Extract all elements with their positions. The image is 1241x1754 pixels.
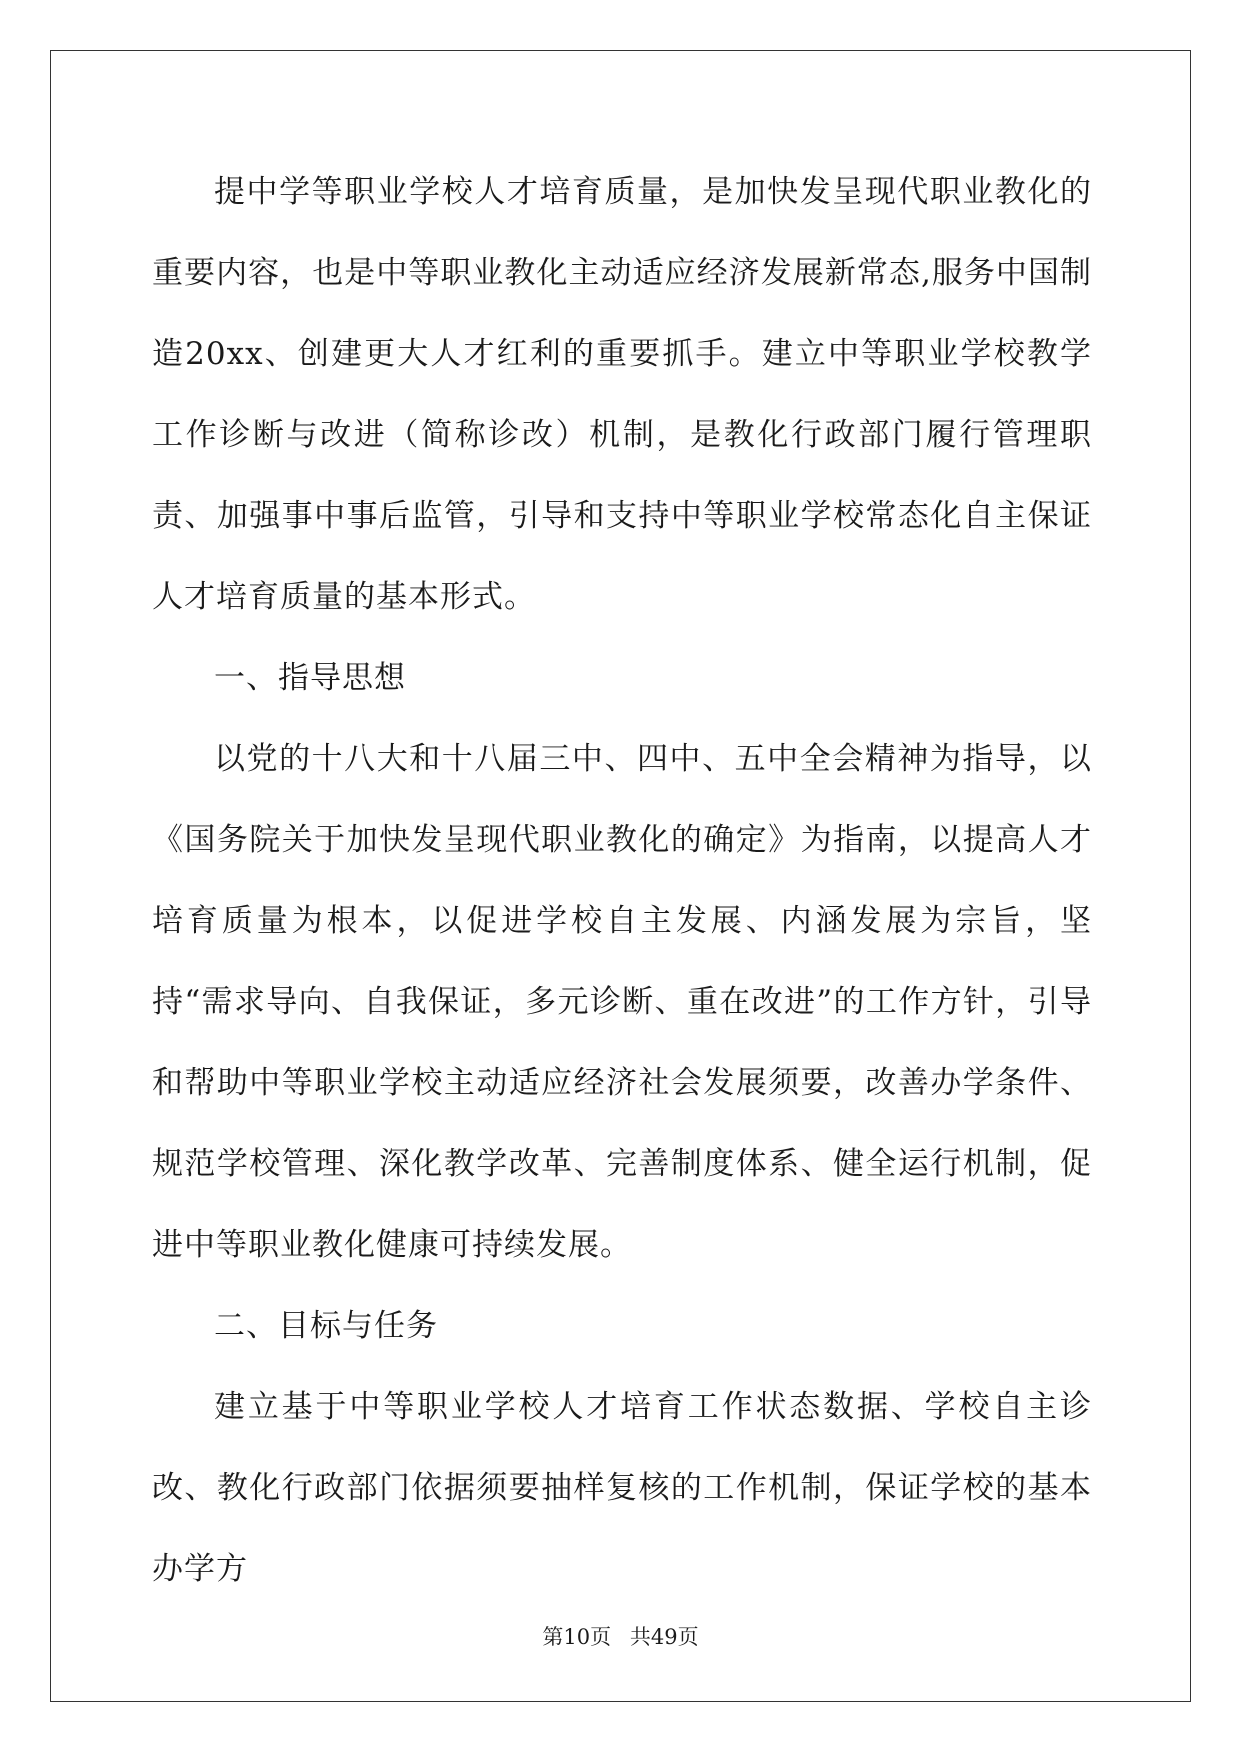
document-body <box>152 152 1092 1610</box>
page-number: 第10页 <box>542 1625 612 1649</box>
paragraph-goals-tasks: 建立基于中等职业学校人才培育工作状态数据、学校自主诊改、教化行政部门依据须要抽样复核的工作机制，保证学校的基本办学方 <box>152 1389 1092 1587</box>
page-footer <box>0 1622 1241 1652</box>
section-heading-goals-tasks: 二、目标与任务 <box>214 1308 438 1344</box>
paragraph-intro: 提中学等职业学校人才培育质量，是加快发呈现代职业教化的重要内容，也是中等职业教化主动适应经济发展新常态,服务中国制造20xx、创建更大人才红利的重要抓手。建立中等职业学校教学工作诊断与改进（简称诊改）机制，是教化行政部门履行管理职责、加强事中事后监管，引导和支持中等职业学校常态化自主保证人才培育质量的基本形式。 <box>152 174 1092 615</box>
section-heading-guiding-thought: 一、指导思想 <box>214 660 406 696</box>
paragraph-guiding-thought: 以党的十八大和十八届三中、四中、五中全会精神为指导，以《国务院关于加快发呈现代职业教化的确定》为指南，以提高人才培育质量为根本，以促进学校自主发展、内涵发展为宗旨，坚持“需求导向、自我保证，多元诊断、重在改进”的工作方针，引导和帮助中等职业学校主动适应经济社会发展须要，改善办学条件、规范学校管理、深化教学改革、完善制度体系、健全运行机制，促进中等职业教化健康可持续发展。 <box>152 741 1092 1263</box>
total-pages: 共49页 <box>629 1625 699 1649</box>
